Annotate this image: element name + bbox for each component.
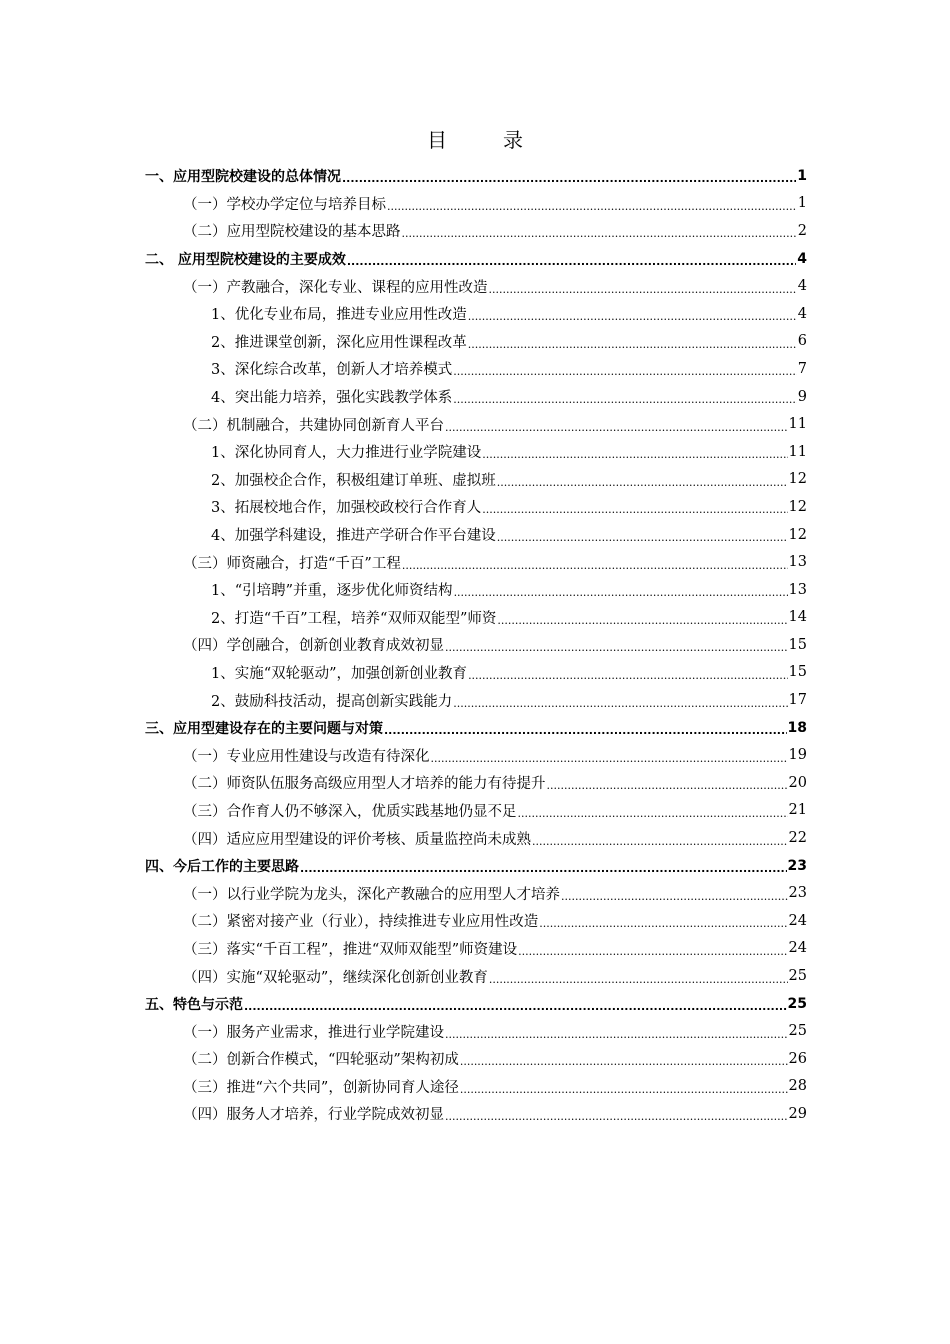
toc-entry-level-2[interactable]: [145, 741, 807, 769]
toc-dot-leader: [489, 973, 788, 986]
toc-page-number: 23: [787, 857, 807, 874]
toc-entry-level-3[interactable]: [145, 686, 807, 714]
toc-page-number: 12: [788, 471, 807, 488]
toc-entry-level-2[interactable]: [145, 935, 807, 963]
toc-entry-level-2[interactable]: [145, 797, 807, 825]
toc-page-number: 21: [788, 802, 807, 819]
toc-entry-text: （二）机制融合，共建协同创新育人平台: [183, 417, 444, 434]
toc-entry-text: （二）应用型院校建设的基本思路: [183, 224, 401, 241]
toc-entry-level-1[interactable]: [145, 990, 807, 1018]
toc-page-number: 24: [788, 940, 807, 957]
toc-page-number: 6: [797, 333, 807, 350]
toc-dot-leader: [445, 641, 788, 654]
toc-dot-leader: [453, 365, 797, 378]
toc-dot-leader: [468, 338, 797, 351]
toc-page-number: 11: [788, 416, 807, 433]
toc-entry-text: （一）产教融合，深化专业、课程的应用性改造: [183, 279, 488, 296]
toc-dot-leader: [402, 559, 788, 572]
toc-entry-text: （三）合作育人仍不够深入，优质实践基地仍显不足: [183, 803, 517, 820]
toc-entry-level-1[interactable]: [145, 852, 807, 880]
toc-dot-leader: [453, 393, 797, 406]
toc-entry-text: 1、深化协同育人，大力推进行业学院建设: [211, 445, 482, 462]
toc-entry-level-2[interactable]: [145, 824, 807, 852]
toc-entry-level-2[interactable]: [145, 962, 807, 990]
toc-entry-text: （二）创新合作模式，“四轮驱动”架构初成: [183, 1052, 459, 1069]
toc-entry-level-2[interactable]: [145, 1100, 807, 1128]
toc-page-number: 23: [788, 885, 807, 902]
toc-entry-text: 1、“引培聘”并重，逐步优化师资结构: [211, 583, 453, 600]
toc-entry-text: 2、加强校企合作，积极组建订单班、虚拟班: [211, 472, 496, 489]
toc-page-number: 25: [787, 995, 807, 1012]
toc-dot-leader: [244, 1000, 787, 1013]
toc-page-number: 12: [788, 498, 807, 515]
toc-entry-text: 3、深化综合改革，创新人才培养模式: [211, 362, 453, 379]
toc-entry-level-2[interactable]: [145, 1073, 807, 1101]
toc-entry-text: （四）学创融合，创新创业教育成效初显: [183, 638, 444, 655]
toc-entry-text: 1、优化专业布局，推进专业应用性改造: [211, 307, 467, 324]
toc-entry-level-3[interactable]: [145, 659, 807, 687]
toc-page-number: 12: [788, 526, 807, 543]
toc-dot-leader: [445, 421, 788, 434]
toc-entry-text: 一、应用型院校建设的总体情况: [145, 168, 341, 185]
toc-entry-text: （二）师资队伍服务高级应用型人才培养的能力有待提升: [183, 776, 546, 793]
toc-entry-text: （四）实施“双轮驱动”，继续深化创新创业教育: [183, 969, 488, 986]
toc-page-number: 22: [788, 830, 807, 847]
toc-dot-leader: [468, 669, 787, 682]
toc-dot-leader: [482, 448, 787, 461]
toc-page-number: 18: [787, 719, 807, 736]
toc-dot-leader: [497, 614, 787, 627]
toc-entry-level-2[interactable]: [145, 631, 807, 659]
toc-dot-leader: [460, 1055, 788, 1068]
toc-page-number: 4: [797, 305, 807, 322]
toc-page-number: 25: [788, 1023, 807, 1040]
toc-page-number: 15: [788, 664, 807, 681]
toc-page-number: 1: [797, 195, 807, 212]
toc-entry-text: （一）以行业学院为龙头，深化产教融合的应用型人才培养: [183, 886, 560, 903]
toc-entry-text: 2、推进课堂创新，深化应用性课程改革: [211, 334, 467, 351]
toc-page-number: 25: [788, 968, 807, 985]
toc-page-number: 13: [788, 554, 807, 571]
toc-dot-leader: [468, 310, 797, 323]
toc-page-number: 14: [788, 609, 807, 626]
toc-entry-level-2[interactable]: [145, 190, 807, 218]
toc-entry-level-2[interactable]: [145, 1045, 807, 1073]
toc-entry-text: （三）落实“千百工程”，推进“双师双能型”师资建设: [183, 941, 518, 958]
toc-dot-leader: [445, 1028, 788, 1041]
toc-entry-text: 二、 应用型院校建设的主要成效: [145, 251, 346, 268]
toc-dot-leader: [342, 172, 796, 185]
toc-dot-leader: [402, 227, 797, 240]
toc-entry-text: 2、鼓励科技活动，提高创新实践能力: [211, 693, 453, 710]
toc-dot-leader: [347, 255, 796, 268]
toc-dot-leader: [460, 1083, 788, 1096]
toc-entry-text: （三）师资融合，打造“千百”工程: [183, 555, 401, 572]
toc-page-number: 29: [788, 1105, 807, 1122]
toc-entry-level-2[interactable]: [145, 907, 807, 935]
toc-page-number: 1: [797, 167, 807, 184]
toc-page-number: 2: [797, 222, 807, 239]
toc-dot-leader: [561, 890, 788, 903]
toc-page-number: 15: [788, 636, 807, 653]
toc-page-number: 20: [788, 774, 807, 791]
toc-entry-text: （二）紧密对接产业（行业），持续推进专业应用性改造: [183, 914, 539, 931]
toc-entry-text: 五、特色与示范: [145, 996, 243, 1013]
toc-dot-leader: [482, 503, 787, 516]
toc-page-number: 28: [788, 1078, 807, 1095]
toc-dot-leader: [539, 917, 787, 930]
toc-page-number: 17: [788, 692, 807, 709]
toc-page-number: 4: [797, 278, 807, 295]
toc-entry-level-2[interactable]: [145, 548, 807, 576]
toc-entry-level-2[interactable]: [145, 410, 807, 438]
toc-entry-level-2[interactable]: [145, 272, 807, 300]
toc-entry-level-3[interactable]: [145, 300, 807, 328]
toc-entry-level-1[interactable]: [145, 714, 807, 742]
toc-dot-leader: [387, 200, 797, 213]
toc-dot-leader: [532, 835, 788, 848]
toc-entry-text: 4、加强学科建设，推进产学研合作平台建设: [211, 528, 496, 545]
toc-entry-level-1[interactable]: [145, 245, 807, 273]
toc-dot-leader: [445, 1110, 788, 1123]
toc-page-number: 7: [797, 360, 807, 377]
toc-dot-leader: [518, 807, 788, 820]
toc-page-number: 11: [788, 443, 807, 460]
toc-page-number: 26: [788, 1050, 807, 1067]
toc-entry-text: 3、拓展校地合作，加强校政校行合作育人: [211, 500, 482, 517]
toc-dot-leader: [454, 586, 788, 599]
toc-entry-text: 三、应用型建设存在的主要问题与对策: [145, 720, 383, 737]
toc-entry-text: 4、突出能力培养，强化实践教学体系: [211, 390, 453, 407]
toc-page-number: 19: [788, 747, 807, 764]
toc-entry-level-3[interactable]: [145, 576, 807, 604]
toc-dot-leader: [431, 752, 788, 765]
toc-entry-text: （三）推进“六个共同”，创新协同育人途径: [183, 1079, 459, 1096]
toc-entry-level-3[interactable]: [145, 521, 807, 549]
toc-entry-level-3[interactable]: [145, 493, 807, 521]
toc-entry-level-3[interactable]: [145, 328, 807, 356]
toc-entry-text: 四、今后工作的主要思路: [145, 858, 299, 875]
toc-dot-leader: [497, 531, 788, 544]
toc-entry-level-3[interactable]: [145, 355, 807, 383]
toc-dot-leader: [547, 779, 788, 792]
toc-entry-level-2[interactable]: [145, 769, 807, 797]
toc-entry-level-3[interactable]: [145, 466, 807, 494]
toc-page-number: 24: [788, 912, 807, 929]
toc-entry-level-1[interactable]: [145, 162, 807, 190]
toc-entry-level-3[interactable]: [145, 604, 807, 632]
toc-entry-text: （一）学校办学定位与培养目标: [183, 196, 386, 213]
toc-dot-leader: [518, 945, 787, 958]
toc-page-number: 4: [797, 250, 807, 267]
toc-dot-leader: [300, 862, 787, 875]
toc-entry-text: （四）服务人才培养，行业学院成效初显: [183, 1107, 444, 1124]
toc-entry-level-2[interactable]: [145, 217, 807, 245]
toc-dot-leader: [497, 476, 788, 489]
toc-title: 目 录: [427, 128, 541, 152]
toc-entry-level-2[interactable]: [145, 879, 807, 907]
toc-entry-level-3[interactable]: [145, 383, 807, 411]
toc-dot-leader: [489, 283, 797, 296]
toc-entry-text: （一）服务产业需求，推进行业学院建设: [183, 1024, 444, 1041]
toc-entry-level-2[interactable]: [145, 1017, 807, 1045]
toc-entry-text: （四）适应应用型建设的评价考核、质量监控尚未成熟: [183, 831, 531, 848]
toc-entry-text: 2、打造“千百”工程，培养“双师双能型”师资: [211, 610, 497, 627]
table-of-contents: [145, 162, 807, 1128]
toc-entry-text: （一）专业应用性建设与改造有待深化: [183, 748, 430, 765]
toc-page-number: 13: [788, 581, 807, 598]
toc-page-number: 9: [797, 388, 807, 405]
toc-dot-leader: [384, 724, 787, 737]
toc-entry-level-3[interactable]: [145, 438, 807, 466]
toc-entry-text: 1、实施“双轮驱动”，加强创新创业教育: [211, 665, 468, 682]
toc-dot-leader: [453, 697, 787, 710]
